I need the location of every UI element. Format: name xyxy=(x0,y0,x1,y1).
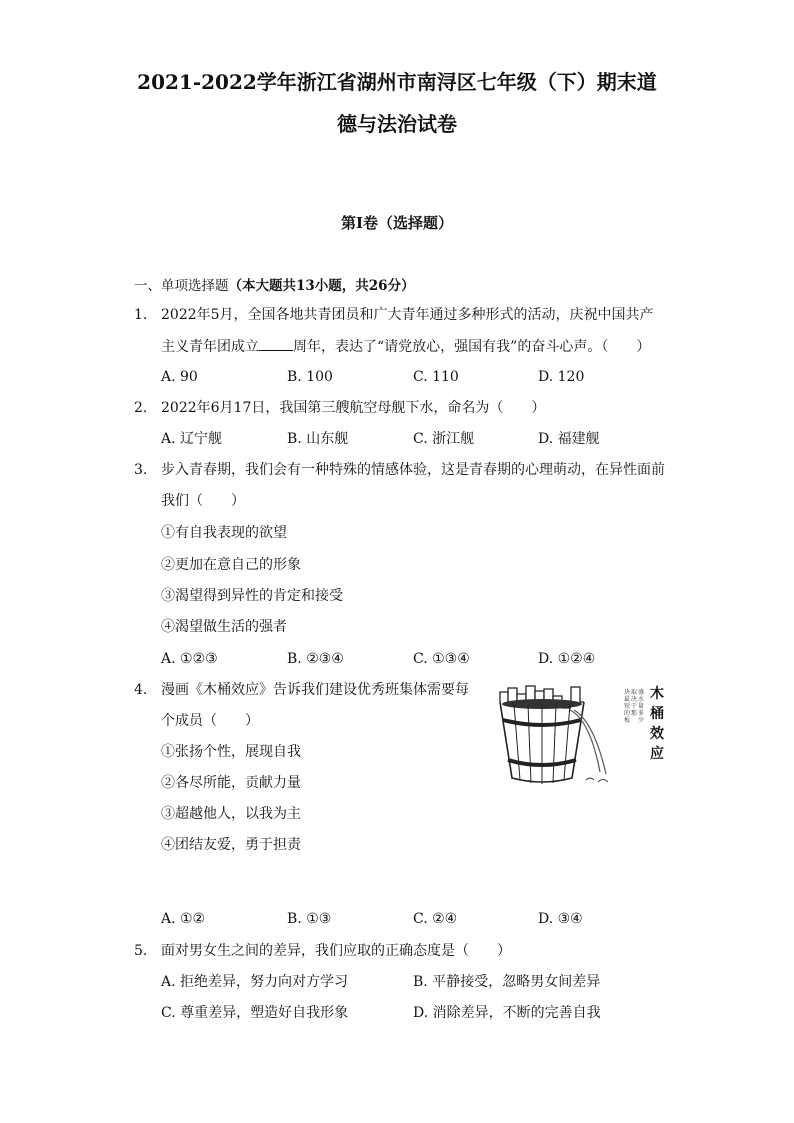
question-2-option-a[interactable]: A. 辽宁舰 xyxy=(161,431,223,447)
question-4-option-c[interactable]: C. ②④ xyxy=(413,911,458,927)
svg-text:短: 短 xyxy=(624,703,631,710)
exam-title-line1: 2021-2022学年浙江省湖州市南浔区七年级（下）期末道 xyxy=(137,70,657,94)
question-2-text-line1: 2022年6月17日，我国第三艘航空母舰下水，命名为（ ） xyxy=(161,400,546,416)
question-3-text-line1: 步入青春期，我们会有一种特殊的情感体验，这是青春期的心理萌动，在异性面前 xyxy=(161,462,665,478)
question-1-number: 1. xyxy=(134,307,148,323)
question-5-number: 5. xyxy=(134,943,148,959)
question-2-option-d[interactable]: D. 福建舰 xyxy=(538,431,600,447)
cartoon-title-char-1: 木 xyxy=(650,686,664,702)
question-3-item-1: ①有自我表现的欲望 xyxy=(161,525,287,541)
section-heading xyxy=(134,274,415,294)
question-4-option-a[interactable]: A. ①② xyxy=(161,911,206,927)
question-4-item-1: ①张扬个性，展现自我 xyxy=(161,744,301,760)
svg-text:那: 那 xyxy=(631,710,638,717)
svg-text:块: 块 xyxy=(624,689,631,696)
volume-heading: 第I卷（选择题） xyxy=(340,214,454,232)
question-4-item-4: ④团结友爱，勇于担责 xyxy=(161,837,301,853)
question-4-number: 4. xyxy=(134,682,148,698)
question-2-number: 2. xyxy=(134,400,148,416)
svg-text:最: 最 xyxy=(624,696,631,703)
svg-text:板: 板 xyxy=(624,717,631,724)
question-5-option-b[interactable]: B. 平静接受，忽略男女间差异 xyxy=(413,974,601,990)
svg-text:取: 取 xyxy=(631,689,638,696)
svg-text:少: 少 xyxy=(638,717,645,724)
question-4-item-3: ③超越他人，以我为主 xyxy=(161,806,301,822)
svg-text:多: 多 xyxy=(638,710,645,717)
cartoon-title-char-3: 效 xyxy=(650,726,664,742)
question-1-option-c[interactable]: C. 110 xyxy=(413,369,459,385)
section-lead: 一、单项选择题 xyxy=(134,278,229,294)
question-1-option-a[interactable]: A. 90 xyxy=(161,369,198,385)
question-2-option-b[interactable]: B. 山东舰 xyxy=(287,431,349,447)
question-1-text-part-b: 周年，表达了“请党放心，强国有我”的奋斗心声。（ ） xyxy=(293,339,651,355)
question-4-item-2: ②各尽所能，贡献力量 xyxy=(161,775,301,791)
section-detail: （本大题共13小题，共26分） xyxy=(228,278,415,294)
question-1-option-d[interactable]: D. 120 xyxy=(538,369,585,385)
question-4-text-line2: 个成员（ ） xyxy=(161,713,259,729)
svg-text:盛: 盛 xyxy=(638,689,645,696)
question-4-text-line1: 漫画《木桶效应》告诉我们建设优秀班集体需要每 xyxy=(161,682,469,698)
question-3-option-c[interactable]: C. ①③④ xyxy=(413,651,470,667)
question-1-option-b[interactable]: B. 100 xyxy=(287,369,333,385)
question-5-text-line1: 面对男女生之间的差异，我们应取的正确态度是（ ） xyxy=(161,943,511,959)
cartoon-title-char-2: 桶 xyxy=(650,706,664,722)
question-5-option-d[interactable]: D. 消除差异，不断的完善自我 xyxy=(413,1005,601,1021)
cartoon-title-char-4: 应 xyxy=(650,746,664,762)
question-1-text-part-a: 主义青年团成立 xyxy=(161,339,259,355)
question-3-item-2: ②更加在意自己的形象 xyxy=(161,557,301,573)
question-1-text-line2 xyxy=(161,336,650,357)
question-5-option-a[interactable]: A. 拒绝差异，努力向对方学习 xyxy=(161,974,349,990)
question-3-option-d[interactable]: D. ①②④ xyxy=(538,651,596,667)
question-5-option-c[interactable]: C. 尊重差异，塑造好自我形象 xyxy=(161,1005,349,1021)
fill-blank xyxy=(259,336,293,351)
question-2-option-c[interactable]: C. 浙江舰 xyxy=(413,431,475,447)
svg-text:水: 水 xyxy=(638,696,645,703)
svg-text:决: 决 xyxy=(631,696,638,703)
question-4-option-d[interactable]: D. ③④ xyxy=(538,911,583,927)
svg-text:的: 的 xyxy=(624,710,631,717)
question-4-option-b[interactable]: B. ①③ xyxy=(287,911,332,927)
question-3-number: 3. xyxy=(134,462,148,478)
exam-title-line2: 德与法治试卷 xyxy=(337,112,457,136)
question-3-option-a[interactable]: A. ①②③ xyxy=(161,651,218,667)
question-1-text-line1: 2022年5月，全国各地共青团员和广大青年通过多种形式的活动，庆祝中国共产 xyxy=(161,307,654,323)
svg-text:于: 于 xyxy=(631,703,638,710)
svg-text:量: 量 xyxy=(638,703,645,710)
question-3-item-3: ③渴望得到异性的肯定和接受 xyxy=(161,588,343,604)
barrel-effect-cartoon xyxy=(490,680,676,788)
question-3-item-4: ④渴望做生活的强者 xyxy=(161,619,287,635)
question-3-option-b[interactable]: B. ②③④ xyxy=(287,651,344,667)
question-3-text-line2: 我们（ ） xyxy=(161,493,245,509)
